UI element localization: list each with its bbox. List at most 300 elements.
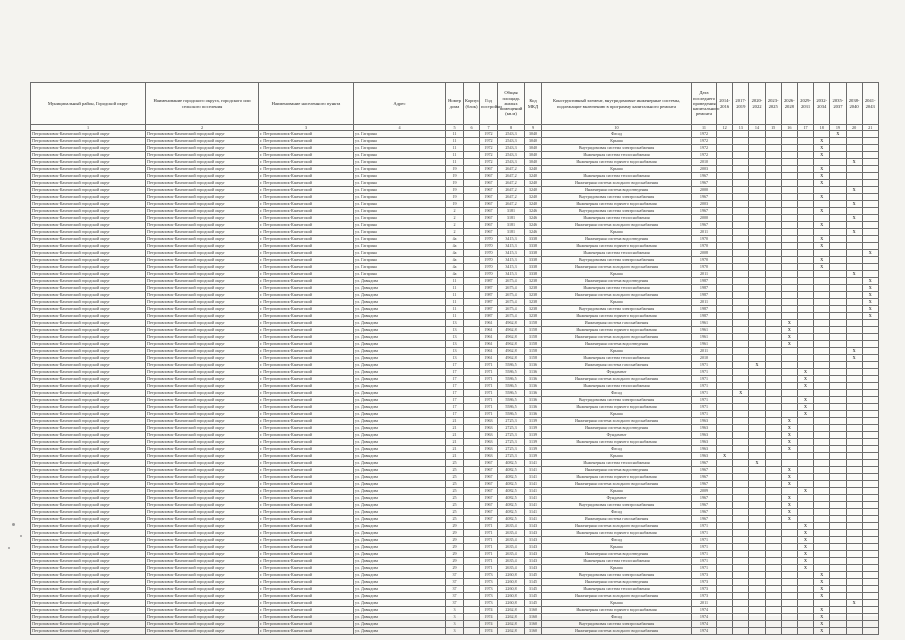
table-cell: Петропавловск-Камчатский городской округ: [146, 621, 259, 628]
table-cell: 4082,5: [498, 509, 525, 516]
table-cell: Петропавловск-Камчатский городской округ: [31, 523, 146, 530]
table-row: [31, 145, 879, 152]
period-mark-cell: [733, 138, 749, 145]
table-cell: Инженерная система холодного водоснабжения: [542, 628, 692, 635]
period-mark-cell: [830, 250, 846, 257]
period-mark-cell: [717, 628, 733, 635]
table-cell: г. Петропавловск-Камчатский: [259, 138, 354, 145]
period-mark-cell: [717, 579, 733, 586]
table-cell: ул. Давыдова: [354, 425, 446, 432]
table-cell: Петропавловск-Камчатский городской округ: [146, 320, 259, 327]
table-cell: 3338: [525, 264, 542, 271]
table-cell: Инженерная система водоотведения: [542, 425, 692, 432]
period-mark-cell: [717, 446, 733, 453]
table-cell: 2011: [692, 348, 717, 355]
period-mark-cell: [733, 523, 749, 530]
period-mark-cell: [862, 509, 878, 516]
table-row: [31, 607, 879, 614]
period-mark-cell: [749, 257, 765, 264]
period-mark-cell: [733, 313, 749, 320]
table-cell: г. Петропавловск-Камчатский: [259, 551, 354, 558]
table-cell: 2635,4: [498, 523, 525, 530]
period-mark-cell: [765, 131, 781, 138]
period-mark-cell: [830, 229, 846, 236]
period-mark-cell: [733, 446, 749, 453]
period-mark-cell: [765, 537, 781, 544]
period-mark-cell: [830, 579, 846, 586]
period-mark-cell: [717, 467, 733, 474]
table-cell: Петропавловск-Камчатский городской округ: [146, 390, 259, 397]
period-mark-cell: [733, 628, 749, 635]
table-cell: г. Петропавловск-Камчатский: [259, 376, 354, 383]
table-cell: 3040: [525, 145, 542, 152]
table-cell: 3143: [525, 565, 542, 572]
table-cell: 3: [446, 614, 464, 621]
table-cell: Инженерная система горячего водоснабжения: [542, 530, 692, 537]
period-mark-cell: [765, 362, 781, 369]
period-mark-cell: [765, 257, 781, 264]
period-mark-cell: [862, 586, 878, 593]
table-cell: г. Петропавловск-Камчатский: [259, 201, 354, 208]
table-cell: Петропавловск-Камчатский городской округ: [146, 285, 259, 292]
period-mark-cell: [765, 411, 781, 418]
table-cell: Фасад: [542, 509, 692, 516]
period-mark-cell: [781, 180, 797, 187]
period-mark-cell: [733, 292, 749, 299]
table-cell: [464, 614, 480, 621]
table-row: [31, 257, 879, 264]
table-cell: 2675,4: [498, 285, 525, 292]
table-cell: 25: [446, 460, 464, 467]
period-mark-cell: X: [797, 558, 813, 565]
table-cell: г. Петропавловск-Камчатский: [259, 145, 354, 152]
period-mark-cell: [830, 593, 846, 600]
table-cell: Петропавловск-Камчатский городской округ: [31, 474, 146, 481]
period-mark-cell: [814, 313, 830, 320]
table-cell: 1973: [692, 572, 717, 579]
table-cell: Крыша: [542, 453, 692, 460]
column-number: 12: [717, 125, 733, 131]
table-cell: [464, 264, 480, 271]
table-cell: 5586,5: [498, 397, 525, 404]
period-mark-cell: [781, 621, 797, 628]
table-cell: [464, 593, 480, 600]
table-cell: 21: [446, 425, 464, 432]
column-number: 10: [542, 125, 692, 131]
table-cell: 2011: [692, 229, 717, 236]
period-mark-cell: [814, 285, 830, 292]
period-mark-cell: [717, 418, 733, 425]
table-cell: г. Петропавловск-Камчатский: [259, 481, 354, 488]
period-mark-cell: [749, 530, 765, 537]
table-cell: Инженерная система газоснабжения: [542, 320, 692, 327]
period-mark-cell: [862, 481, 878, 488]
table-cell: ул. Гагарина: [354, 243, 446, 250]
period-mark-cell: [765, 628, 781, 635]
period-mark-cell: [862, 145, 878, 152]
period-mark-cell: [749, 572, 765, 579]
period-mark-cell: [830, 355, 846, 362]
table-cell: г. Петропавловск-Камчатский: [259, 264, 354, 271]
period-mark-cell: [814, 159, 830, 166]
table-cell: Петропавловск-Камчатский городской округ: [31, 152, 146, 159]
table-cell: г. Петропавловск-Камчатский: [259, 180, 354, 187]
table-cell: 4а: [446, 236, 464, 243]
period-mark-cell: [797, 607, 813, 614]
period-mark-cell: [717, 369, 733, 376]
period-mark-cell: [830, 292, 846, 299]
table-cell: Петропавловск-Камчатский городской округ: [146, 362, 259, 369]
table-row: [31, 299, 879, 306]
table-cell: Петропавловск-Камчатский городской округ: [31, 278, 146, 285]
table-cell: г. Петропавловск-Камчатский: [259, 621, 354, 628]
table-cell: Петропавловск-Камчатский городской округ: [31, 208, 146, 215]
period-mark-cell: [830, 152, 846, 159]
table-cell: ул. Гагарина: [354, 271, 446, 278]
table-cell: 4082,5: [498, 467, 525, 474]
period-mark-cell: [814, 348, 830, 355]
table-cell: 1963: [480, 453, 498, 460]
period-mark-cell: [797, 159, 813, 166]
period-mark-cell: [749, 565, 765, 572]
period-mark-cell: [717, 173, 733, 180]
table-cell: [464, 446, 480, 453]
table-cell: 3238: [525, 292, 542, 299]
table-cell: [464, 404, 480, 411]
table-cell: ул. Давыдова: [354, 299, 446, 306]
period-mark-cell: [765, 495, 781, 502]
period-mark-cell: [749, 369, 765, 376]
period-mark-cell: [717, 278, 733, 285]
header-cell: 2032-2034: [814, 83, 830, 125]
table-cell: 1961: [480, 341, 498, 348]
table-cell: 3141: [525, 502, 542, 509]
table-cell: г. Петропавловск-Камчатский: [259, 593, 354, 600]
table-cell: ул. Давыдова: [354, 600, 446, 607]
table-row: [31, 222, 879, 229]
table-cell: Инженерная система водоотведения: [542, 236, 692, 243]
period-mark-cell: [862, 467, 878, 474]
table-cell: 37: [446, 586, 464, 593]
table-row: [31, 481, 879, 488]
period-mark-cell: [765, 320, 781, 327]
period-mark-cell: [830, 488, 846, 495]
table-cell: Фасад: [542, 390, 692, 397]
period-mark-cell: [846, 327, 862, 334]
table-cell: ул. Давыдова: [354, 474, 446, 481]
table-cell: 2675,4: [498, 313, 525, 320]
table-cell: 3141: [525, 516, 542, 523]
table-cell: 2543,3: [498, 159, 525, 166]
period-mark-cell: [862, 334, 878, 341]
period-mark-cell: [765, 572, 781, 579]
table-cell: 3338: [525, 236, 542, 243]
period-mark-cell: [862, 593, 878, 600]
table-cell: 1987: [480, 299, 498, 306]
period-mark-cell: [749, 173, 765, 180]
table-cell: Крыша: [542, 565, 692, 572]
table-cell: 1987: [480, 278, 498, 285]
table-cell: ул. Давыдова: [354, 572, 446, 579]
table-row: [31, 530, 879, 537]
period-mark-cell: [749, 180, 765, 187]
table-cell: 2011: [692, 299, 717, 306]
period-mark-cell: [846, 516, 862, 523]
period-mark-cell: [830, 341, 846, 348]
table-cell: Инженерная система водоотведения: [542, 579, 692, 586]
table-row: [31, 327, 879, 334]
table-cell: ул. Давыдова: [354, 460, 446, 467]
period-mark-cell: [862, 425, 878, 432]
period-mark-cell: [830, 621, 846, 628]
period-mark-cell: [830, 187, 846, 194]
period-mark-cell: [717, 159, 733, 166]
period-mark-cell: [862, 404, 878, 411]
table-cell: 3143: [525, 551, 542, 558]
table-cell: 21: [446, 432, 464, 439]
table-cell: Петропавловск-Камчатский городской округ: [146, 271, 259, 278]
table-cell: 1974: [692, 621, 717, 628]
period-mark-cell: [830, 306, 846, 313]
period-mark-cell: [814, 537, 830, 544]
period-mark-cell: [749, 544, 765, 551]
table-cell: 19: [446, 187, 464, 194]
table-cell: 1971: [692, 369, 717, 376]
period-mark-cell: [765, 173, 781, 180]
table-cell: Петропавловск-Камчатский городской округ: [31, 425, 146, 432]
table-cell: Петропавловск-Камчатский городской округ: [31, 257, 146, 264]
table-cell: Петропавловск-Камчатский городской округ: [31, 621, 146, 628]
period-mark-cell: X: [797, 369, 813, 376]
table-cell: [464, 460, 480, 467]
header-cell: 2026-2028: [781, 83, 797, 125]
period-mark-cell: [862, 460, 878, 467]
table-cell: Петропавловск-Камчатский городской округ: [31, 166, 146, 173]
period-mark-cell: [862, 411, 878, 418]
period-mark-cell: [846, 390, 862, 397]
header-cell: 2014-2016: [717, 83, 733, 125]
period-mark-cell: [765, 530, 781, 537]
table-cell: 1971: [480, 369, 498, 376]
table-cell: 1973: [480, 593, 498, 600]
table-row: [31, 523, 879, 530]
period-mark-cell: [830, 600, 846, 607]
table-cell: 21: [446, 453, 464, 460]
table-cell: 2009: [692, 488, 717, 495]
period-mark-cell: [797, 236, 813, 243]
period-mark-cell: [781, 551, 797, 558]
table-cell: 3415,3: [498, 236, 525, 243]
period-mark-cell: [830, 607, 846, 614]
period-mark-cell: [814, 320, 830, 327]
table-cell: 4082,5: [498, 474, 525, 481]
period-mark-cell: [862, 187, 878, 194]
table-cell: Петропавловск-Камчатский городской округ: [31, 397, 146, 404]
table-cell: ул. Давыдова: [354, 502, 446, 509]
table-cell: г. Петропавловск-Камчатский: [259, 348, 354, 355]
table-cell: Петропавловск-Камчатский городской округ: [146, 327, 259, 334]
period-mark-cell: [862, 397, 878, 404]
table-row: [31, 439, 879, 446]
period-mark-cell: [717, 544, 733, 551]
table-cell: ул. Давыдова: [354, 628, 446, 635]
table-cell: Петропавловск-Камчатский городской округ: [146, 453, 259, 460]
table-cell: г. Петропавловск-Камчатский: [259, 320, 354, 327]
table-cell: [464, 285, 480, 292]
table-cell: 3246: [525, 215, 542, 222]
table-row: [31, 243, 879, 250]
period-mark-cell: [862, 229, 878, 236]
period-mark-cell: [814, 187, 830, 194]
period-mark-cell: [733, 334, 749, 341]
period-mark-cell: [781, 579, 797, 586]
table-cell: ул. Давыдова: [354, 383, 446, 390]
table-cell: ул. Давыдова: [354, 537, 446, 544]
table-cell: г. Петропавловск-Камчатский: [259, 488, 354, 495]
period-mark-cell: [830, 278, 846, 285]
table-cell: 11: [446, 152, 464, 159]
table-cell: Инженерная система горячего водоснабжения: [542, 474, 692, 481]
period-mark-cell: [733, 131, 749, 138]
table-cell: Петропавловск-Камчатский городской округ: [31, 565, 146, 572]
period-mark-cell: [765, 327, 781, 334]
table-cell: 3145: [525, 600, 542, 607]
period-mark-cell: [846, 432, 862, 439]
table-cell: 1963: [692, 439, 717, 446]
table-cell: Петропавловск-Камчатский городской округ: [146, 579, 259, 586]
period-mark-cell: [717, 313, 733, 320]
period-mark-cell: [733, 306, 749, 313]
period-mark-cell: X: [797, 376, 813, 383]
period-mark-cell: [717, 292, 733, 299]
period-mark-cell: [846, 572, 862, 579]
period-mark-cell: [830, 558, 846, 565]
table-cell: 4082,5: [498, 495, 525, 502]
period-mark-cell: [846, 131, 862, 138]
table-cell: 1967: [692, 481, 717, 488]
period-mark-cell: [733, 509, 749, 516]
period-mark-cell: [814, 131, 830, 138]
table-cell: Петропавловск-Камчатский городской округ: [31, 180, 146, 187]
period-mark-cell: [749, 481, 765, 488]
table-cell: 1967: [480, 173, 498, 180]
table-cell: 29: [446, 544, 464, 551]
table-cell: Петропавловск-Камчатский городской округ: [146, 341, 259, 348]
table-cell: Петропавловск-Камчатский городской округ: [146, 250, 259, 257]
period-mark-cell: [717, 145, 733, 152]
period-mark-cell: [733, 579, 749, 586]
period-mark-cell: [733, 369, 749, 376]
period-mark-cell: [749, 215, 765, 222]
table-cell: 1971: [480, 558, 498, 565]
period-mark-cell: X: [862, 292, 878, 299]
period-mark-cell: [733, 320, 749, 327]
column-number: 14: [749, 125, 765, 131]
period-mark-cell: [749, 607, 765, 614]
table-cell: 2260,8: [498, 579, 525, 586]
period-mark-cell: [781, 194, 797, 201]
period-mark-cell: [830, 432, 846, 439]
table-cell: [464, 376, 480, 383]
period-mark-cell: [733, 551, 749, 558]
period-mark-cell: [781, 166, 797, 173]
table-cell: ул. Давыдова: [354, 621, 446, 628]
period-mark-cell: [830, 264, 846, 271]
table-cell: 25: [446, 516, 464, 523]
table-cell: 1987: [692, 306, 717, 313]
table-cell: 3145: [525, 572, 542, 579]
table-cell: 2635,4: [498, 558, 525, 565]
period-mark-cell: [749, 593, 765, 600]
table-cell: [464, 495, 480, 502]
table-cell: 3238: [525, 306, 542, 313]
table-cell: 1971: [692, 376, 717, 383]
period-mark-cell: [846, 145, 862, 152]
table-cell: Петропавловск-Камчатский городской округ: [146, 502, 259, 509]
period-mark-cell: [765, 222, 781, 229]
period-mark-cell: [862, 516, 878, 523]
table-cell: Крыша: [542, 138, 692, 145]
table-cell: Внутридомовая система электроснабжения: [542, 572, 692, 579]
table-cell: г. Петропавловск-Камчатский: [259, 369, 354, 376]
period-mark-cell: [862, 530, 878, 537]
period-mark-cell: [814, 432, 830, 439]
table-cell: 3136: [525, 376, 542, 383]
period-mark-cell: [765, 397, 781, 404]
table-cell: 3238: [525, 313, 542, 320]
table-cell: 1971: [480, 523, 498, 530]
header-cell: Наименование городского округа, городского или сельского поселения: [146, 83, 259, 125]
period-mark-cell: X: [814, 628, 830, 635]
period-mark-cell: [862, 572, 878, 579]
table-cell: 1974: [480, 628, 498, 635]
period-mark-cell: [846, 292, 862, 299]
table-cell: 2262,8: [498, 614, 525, 621]
period-mark-cell: [846, 502, 862, 509]
period-mark-cell: [733, 173, 749, 180]
period-mark-cell: [846, 278, 862, 285]
table-row: [31, 474, 879, 481]
table-cell: г. Петропавловск-Камчатский: [259, 362, 354, 369]
period-mark-cell: [862, 243, 878, 250]
period-mark-cell: [733, 467, 749, 474]
column-number: 11: [692, 125, 717, 131]
table-cell: 3240: [525, 194, 542, 201]
table-cell: г. Петропавловск-Камчатский: [259, 383, 354, 390]
period-mark-cell: [749, 579, 765, 586]
period-mark-cell: [846, 593, 862, 600]
period-mark-cell: [765, 306, 781, 313]
table-cell: 2003: [692, 166, 717, 173]
table-cell: г. Петропавловск-Камчатский: [259, 530, 354, 537]
table-cell: 3136: [525, 383, 542, 390]
period-mark-cell: [733, 299, 749, 306]
period-mark-cell: [830, 222, 846, 229]
table-cell: [464, 481, 480, 488]
table-cell: 1971: [692, 390, 717, 397]
table-cell: 1967: [480, 467, 498, 474]
table-cell: 2000: [692, 187, 717, 194]
table-cell: г. Петропавловск-Камчатский: [259, 544, 354, 551]
table-cell: 11: [446, 313, 464, 320]
period-mark-cell: [846, 194, 862, 201]
table-cell: 13: [446, 341, 464, 348]
table-cell: 4962,8: [498, 341, 525, 348]
period-mark-cell: X: [733, 390, 749, 397]
period-mark-cell: [797, 418, 813, 425]
period-mark-cell: X: [814, 208, 830, 215]
table-cell: г. Петропавловск-Камчатский: [259, 516, 354, 523]
